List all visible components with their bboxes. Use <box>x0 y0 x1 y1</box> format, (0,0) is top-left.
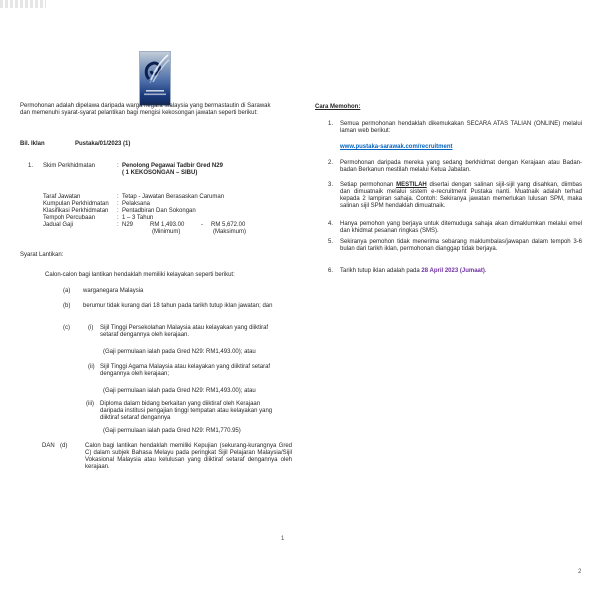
scheme-vacancy: ( 1 KEKOSONGAN – SIBU) <box>122 170 198 176</box>
salary-max: RM 5,672.00 <box>211 222 246 228</box>
detail-label: Kumpulan Perkhidmatan <box>43 201 109 207</box>
colon: : <box>117 194 119 200</box>
intro-paragraph: Permohonan adalah dipelawa daripada warga negara Malaysia yang bermastautin di Sarawak dan memenuhi syarat-syarat pelantikan bagi mengisi kekosongan jawatan seperti berikut: <box>20 103 271 116</box>
apply-item-text: Permohonan daripada mereka yang sedang berkhidmat dengan Kerajaan atau Badan-badan Berkanun mestilah melalui Ketua Jabatan. <box>340 160 582 173</box>
salary-note-c-ii: (Gaji permulaan ialah pada Gred N29: RM1,493.00); atau <box>103 388 256 394</box>
scheme-value <box>122 163 252 177</box>
item-number: 1. <box>28 163 34 169</box>
pustaka-negeri-sarawak-logo <box>140 52 170 105</box>
colon: : <box>117 163 119 169</box>
salary-grade: N29 <box>122 222 134 228</box>
recruitment-link[interactable]: www.pustaka-sarawak.com/recruitment <box>340 144 453 150</box>
apply-item-text: Hanya pemohon yang berjaya untuk ditemuduga sahaja akan dimaklumkan melalui emel dan khidmat pesanan ringkas (SMS). <box>340 221 582 234</box>
item6-post: . <box>484 268 487 274</box>
closing-date: 28 April 2023 (Jumaat) <box>421 268 485 274</box>
salary-note-c-iii: (Gaji permulaan ialah pada Gred N29: RM1,770.95) <box>103 428 241 434</box>
list-number: 6. <box>328 268 334 274</box>
requirement-text: Diploma dalam bidang berkaitan yang diiktiraf oleh Kerajaan daripada institusi pengajian tinggi tempatan atau kelayakan yang diiktiraf setaraf dengannya <box>100 401 273 421</box>
advert-number-label: Bil. Iklan <box>20 141 45 147</box>
feather-swirl-icon <box>140 52 170 105</box>
detail-value: Pelaksana <box>122 201 151 207</box>
scheme-title: Penolong Pegawai Tadbir Gred N29 <box>122 163 223 169</box>
requirement-text: Sijil Tinggi Persekolahan Malaysia atau kelayakan yang diiktiraf setaraf dengannya oleh kerajaan. <box>100 325 269 338</box>
requirements-heading: Syarat Lantikan: <box>20 252 64 258</box>
apply-item-text: Semua permohonan hendaklah dikemukakan SECARA ATAS TALIAN (ONLINE) melalui laman web berikut: <box>340 121 582 134</box>
salary-dash: - <box>201 222 203 228</box>
list-number: 5. <box>328 239 334 245</box>
roman-numeral: (ii) <box>88 364 95 370</box>
advert-number-value: Pustaka/01/2023 (1) <box>75 141 131 147</box>
how-to-apply-heading: Cara Memohon: <box>315 104 361 110</box>
page-number-1: 1 <box>281 536 285 542</box>
detail-label: Klasifikasi Perkhidmatan <box>43 208 109 214</box>
detail-label: Taraf Jawatan <box>43 194 81 200</box>
page-number-2: 2 <box>578 569 582 575</box>
colon: : <box>117 208 119 214</box>
detail-label: Tempoh Percubaan <box>43 215 96 221</box>
detail-value: 1 – 3 Tahun <box>122 215 154 221</box>
requirement-text: Sijil Tinggi Agama Malaysia atau kelayakan yang diiktiraf setaraf dengannya oleh kerajaan; <box>100 364 271 377</box>
item3-emphasis: MESTILAH <box>396 182 427 188</box>
and-prefix: DAN <box>42 443 55 449</box>
salary-min: RM 1,493.00 <box>150 222 185 228</box>
list-number: 3. <box>328 182 334 188</box>
candidates-line: Calon-calon bagi lantikan hendaklah memiliki kelayakan seperti berikut: <box>45 272 235 278</box>
requirement-letter: (b) <box>63 303 71 309</box>
salary-max-note: (Maksimum) <box>213 229 246 235</box>
apply-item-text <box>340 268 582 275</box>
requirement-letter: (a) <box>63 288 71 294</box>
colon: : <box>117 201 119 207</box>
roman-numeral: (iii) <box>86 401 94 407</box>
list-number: 1. <box>328 121 334 127</box>
detail-value: Pentadbiran Dan Sokongan <box>122 208 196 214</box>
item3-post: disertai dengan salinan sijil-sijil yang disahkan, diimbas dan dimuatnaik melalui sistem e-recruitment Pustaka nanti. Muatnaik adalah terhad kepada 2 lampiran sahaja. Contoh: Sekiranya jawatan memerlukan lulusan SPM, maka salinan sijil SPM hendaklah dimuatnaik. <box>340 182 583 209</box>
colon: : <box>117 215 119 221</box>
salary-min-note: (Minimum) <box>152 229 181 235</box>
requirement-letter: (d) <box>60 443 68 449</box>
advert-number-row <box>20 141 290 149</box>
salary-row <box>20 222 290 238</box>
scheme-label: Skim Perkhidmatan <box>43 163 96 169</box>
requirement-text: berumur tidak kurang dari 18 tahun pada tarikh tutup iklan jawatan; dan <box>83 303 273 309</box>
salary-label: Jadual Gaji <box>43 222 74 228</box>
requirement-letter: (c) <box>63 325 70 331</box>
salary-note-c-i: (Gaji permulaan ialah pada Gred N29: RM1,493.00); atau <box>103 349 256 355</box>
roman-numeral: (i) <box>88 325 94 331</box>
requirement-text: Calon bagi lantikan hendaklah memiliki Kepujian (sekurang-kurangnya Gred C) dalam subjek Bahasa Melayu pada peringkat Sijil Pelajaran Malaysia/Sijil Vokasional Malaysia atau kelulusan yang diiktiraf setaraf dengannya oleh kerajaan. <box>85 443 292 470</box>
list-number: 2. <box>328 160 334 166</box>
detail-value: Tetap - Jawatan Berasaskan Caruman <box>122 194 225 200</box>
scan-edge-artifact <box>0 0 46 8</box>
apply-item-text <box>340 182 582 210</box>
list-number: 4. <box>328 221 334 227</box>
colon: : <box>117 222 119 228</box>
requirement-text: warganegara Malaysia <box>83 288 144 294</box>
item6-pre: Tarikh tutup iklan adalah pada <box>340 268 422 274</box>
apply-item-text: Sekiranya pemohon tidak menerima sebarang maklumbalas/jawapan dalam tempoh 3-6 bulan dari tarikh iklan, permohonan dianggap tidak berjaya. <box>340 239 582 252</box>
item3-pre: Setiap permohonan <box>340 182 397 188</box>
